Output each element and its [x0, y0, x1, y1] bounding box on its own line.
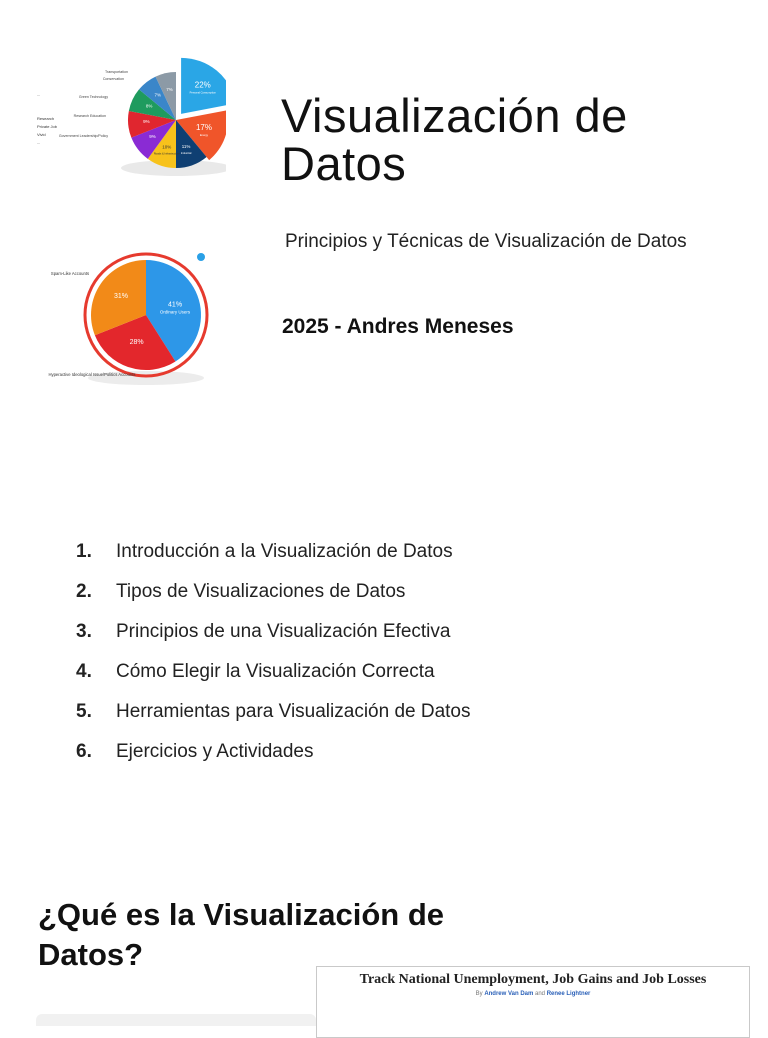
pie-chart-image-top	[36, 40, 226, 180]
slice-callout: Conservation	[102, 77, 124, 81]
slice-sublabel: Roads & Infrastructure	[153, 152, 180, 156]
slice-callout: Hyperactive Ideological Issue/Politics Accounts	[48, 372, 136, 377]
slice-label: 22%	[194, 80, 211, 90]
agenda-item	[76, 732, 716, 772]
slice-sublabel: Personal Consumption	[189, 91, 216, 95]
slide-title: Visualización de Datos	[281, 89, 628, 190]
agenda-item	[76, 532, 716, 572]
side-label: Private Job	[37, 124, 58, 129]
slice-callout: Spam-Like Accounts	[50, 271, 90, 276]
side-label: ...	[37, 140, 41, 145]
slice-sublabel: Ordinary Users	[159, 309, 191, 315]
slice-callout: Government Leadership/Policy	[58, 134, 108, 138]
agenda-number: 6.	[76, 741, 92, 762]
slice-label: 7%	[166, 86, 173, 92]
agenda-text: Herramientas para Visualización de Datos	[116, 701, 471, 722]
slice-label: 28%	[129, 338, 144, 346]
agenda-text: Tipos de Visualizaciones de Datos	[116, 581, 406, 602]
chart-image-byline: By Andrew Van Dam and Renee Lightner	[475, 991, 591, 997]
slice-label: 8%	[145, 103, 153, 109]
agenda-text: Introducción a la Visualización de Datos	[116, 541, 453, 562]
agenda-item	[76, 612, 716, 652]
slice-label: 11%	[181, 144, 191, 150]
slice-label: 9%	[149, 134, 156, 140]
slice-label: 9%	[143, 118, 150, 124]
side-label: ...	[37, 92, 41, 97]
slice-callout: Green Technology	[78, 95, 108, 99]
slice-label: 10%	[162, 144, 172, 150]
slice-callout: Research Education	[73, 114, 106, 118]
content-card	[36, 1014, 316, 1026]
agenda-item	[76, 572, 716, 612]
chart-image-card	[316, 966, 750, 1038]
slide-subtitle: Principios y Técnicas de Visualización de Datos	[285, 231, 687, 252]
agenda-text: Cómo Elegir la Visualización Correcta	[116, 661, 435, 682]
slice-label: 41%	[168, 301, 183, 309]
section-title: ¿Qué es la Visualización de Datos?	[38, 897, 445, 972]
agenda-number: 3.	[76, 621, 92, 642]
slice-label: 31%	[113, 292, 128, 300]
agenda-number: 5.	[76, 701, 92, 722]
slice-sublabel: Energy	[199, 134, 209, 138]
slice-label: 17%	[195, 123, 213, 133]
agenda-item	[76, 692, 716, 732]
agenda-number: 1.	[76, 541, 92, 562]
slice-label: 7%	[154, 92, 162, 98]
agenda-text: Ejercicios y Actividades	[116, 741, 314, 762]
agenda-list	[76, 532, 716, 772]
side-label: Research	[37, 116, 55, 121]
side-label: Vivid	[37, 132, 46, 137]
chart-image-title: Track National Unemployment, Job Gains and Job Losses	[359, 972, 707, 987]
agenda-number: 4.	[76, 661, 92, 682]
slide-author: 2025 - Andres Meneses	[282, 315, 514, 338]
slice-sublabel: Industrial	[180, 152, 192, 156]
agenda-item	[76, 652, 716, 692]
agenda-number: 2.	[76, 581, 92, 602]
slice-callout: Transportation	[104, 70, 128, 74]
pie-chart-image-bottom	[36, 245, 226, 395]
agenda-text: Principios de una Visualización Efectiva	[116, 621, 451, 642]
